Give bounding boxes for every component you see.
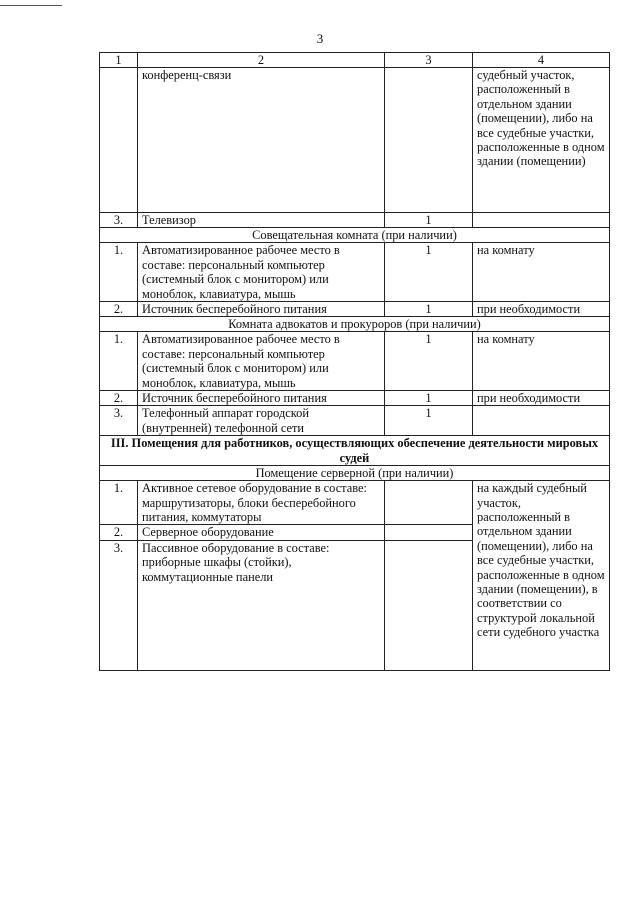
server-row bbox=[100, 481, 610, 525]
item-quantity: 1 bbox=[385, 332, 473, 391]
item-note: при необходимости bbox=[473, 391, 610, 406]
chapter-title: III. Помещения для работников, осуществляющих обеспечение деятельности мировых судей bbox=[100, 436, 610, 466]
header-row bbox=[100, 53, 610, 68]
row-number: 1. bbox=[100, 481, 138, 525]
column-header: 1 bbox=[100, 53, 138, 68]
item-quantity bbox=[385, 68, 473, 213]
item-name: Серверное оборудование bbox=[138, 525, 385, 540]
row-number: 2. bbox=[100, 525, 138, 540]
scan-artifact-line bbox=[0, 5, 62, 6]
item-quantity: 1 bbox=[385, 406, 473, 436]
item-note bbox=[473, 406, 610, 436]
row-number bbox=[100, 68, 138, 213]
row-number: 2. bbox=[100, 391, 138, 406]
item-quantity bbox=[385, 481, 473, 525]
item-note bbox=[473, 213, 610, 228]
chapter-row bbox=[100, 436, 610, 466]
table-row bbox=[100, 391, 610, 406]
section-title: Помещение серверной (при наличии) bbox=[100, 466, 610, 481]
column-header: 2 bbox=[138, 53, 385, 68]
table-row bbox=[100, 406, 610, 436]
section-title: Комната адвокатов и прокуроров (при наличии) bbox=[100, 317, 610, 332]
server-note: на каждый судебный участок, расположенный в отдельном здании (помещении), либо на все судебные участки, расположенные в одном здании (помещении), в соответствии со структурой локальной сети судебного участка bbox=[473, 481, 610, 671]
item-note: на комнату bbox=[473, 332, 610, 391]
item-name: Телефонный аппарат городской (внутренней) телефонной сети bbox=[138, 406, 385, 436]
row-number: 1. bbox=[100, 332, 138, 391]
item-name: Источник бесперебойного питания bbox=[138, 302, 385, 317]
item-quantity: 1 bbox=[385, 213, 473, 228]
section-title: Совещательная комната (при наличии) bbox=[100, 228, 610, 243]
table-row bbox=[100, 68, 610, 213]
item-note: при необходимости bbox=[473, 302, 610, 317]
table-row bbox=[100, 213, 610, 228]
item-quantity: 1 bbox=[385, 391, 473, 406]
item-quantity bbox=[385, 540, 473, 670]
item-name: Телевизор bbox=[138, 213, 385, 228]
row-number: 2. bbox=[100, 302, 138, 317]
item-name: Активное сетевое оборудование в составе: маршрутизаторы, блоки бесперебойного питания, коммутаторы bbox=[138, 481, 385, 525]
row-number: 3. bbox=[100, 406, 138, 436]
item-quantity: 1 bbox=[385, 243, 473, 302]
table-row bbox=[100, 243, 610, 302]
page-number: 3 bbox=[316, 31, 324, 46]
section-row bbox=[100, 317, 610, 332]
item-name: конференц-связи bbox=[138, 68, 385, 213]
equipment-table bbox=[99, 52, 610, 671]
column-header: 3 bbox=[385, 53, 473, 68]
item-note: судебный участок, расположенный в отдельном здании (помещении), либо на все судебные участки, расположенные в одном здании (помещении) bbox=[473, 68, 610, 213]
section-row bbox=[100, 228, 610, 243]
table-row bbox=[100, 302, 610, 317]
item-note: на комнату bbox=[473, 243, 610, 302]
item-name: Автоматизированное рабочее место в составе: персональный компьютер (системный блок с монитором) или моноблок, клавиатура, мышь bbox=[138, 243, 385, 302]
item-quantity bbox=[385, 525, 473, 540]
column-header: 4 bbox=[473, 53, 610, 68]
item-quantity: 1 bbox=[385, 302, 473, 317]
row-number: 3. bbox=[100, 213, 138, 228]
table-row bbox=[100, 332, 610, 391]
item-name: Автоматизированное рабочее место в составе: персональный компьютер (системный блок с монитором) или моноблок, клавиатура, мышь bbox=[138, 332, 385, 391]
item-name: Источник бесперебойного питания bbox=[138, 391, 385, 406]
row-number: 3. bbox=[100, 540, 138, 670]
row-number: 1. bbox=[100, 243, 138, 302]
table-body bbox=[100, 53, 610, 671]
section-row bbox=[100, 466, 610, 481]
item-name: Пассивное оборудование в составе: приборные шкафы (стойки), коммутационные панели bbox=[138, 540, 385, 670]
